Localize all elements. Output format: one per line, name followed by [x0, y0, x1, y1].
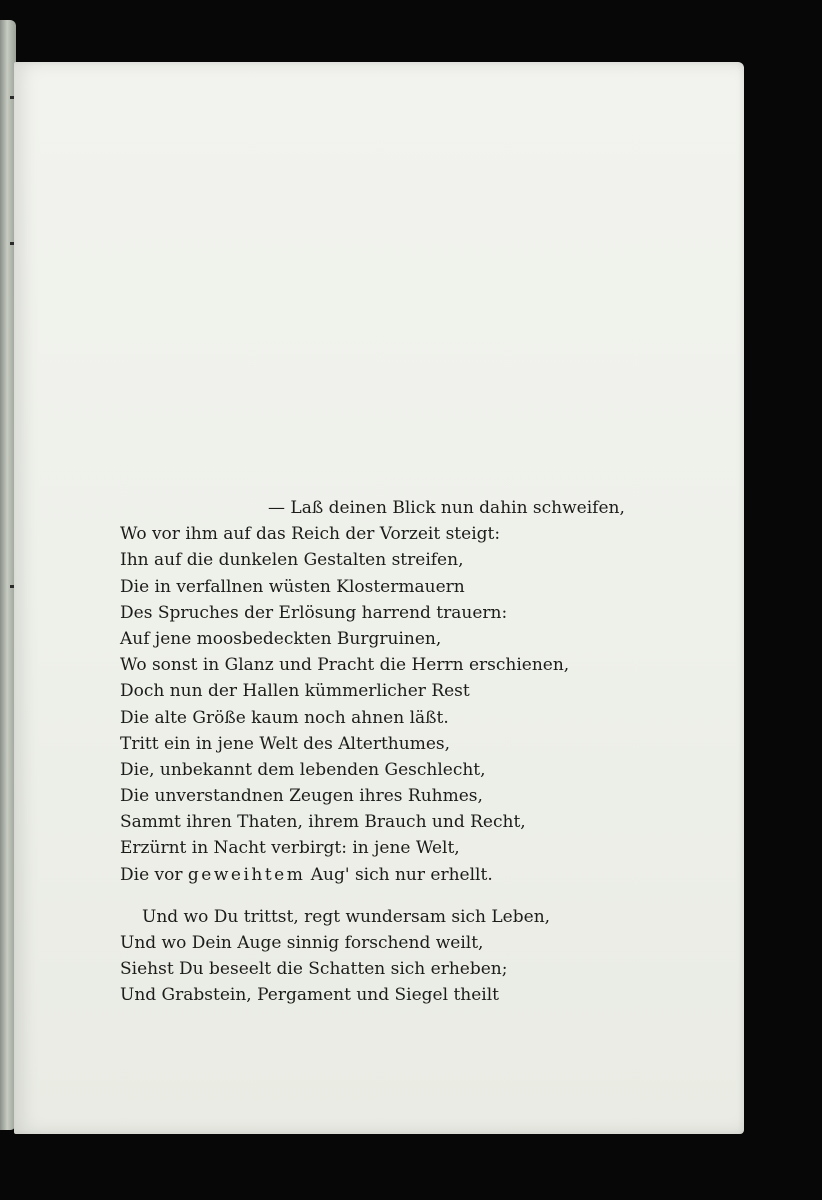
poem-line: Wo vor ihm auf das Reich der Vorzeit steigt:	[120, 524, 501, 545]
poem-line: — Laß deinen Blick nun dahin schweifen,	[268, 498, 625, 518]
poem-line: Und Grabstein, Pergament und Siegel theilt	[120, 985, 499, 1006]
emphasized-word: geweihtem	[187, 864, 306, 885]
poem-text	[120, 495, 625, 1009]
poem-line: Die unverstandnen Zeugen ihres Ruhmes,	[120, 786, 483, 807]
poem-line: Und wo Dein Auge sinnig forschend weilt,	[120, 933, 484, 953]
poem-line: Doch nun der Hallen kümmerlicher Rest	[120, 681, 470, 702]
poem-line: Die in verfallnen wüsten Klostermauern	[120, 576, 465, 597]
stanza-2	[120, 904, 625, 1009]
poem-line: Wo sonst in Glanz und Pracht die Herrn erschienen,	[120, 655, 570, 676]
poem-line: Auf jene moosbedeckten Burgruinen,	[120, 628, 442, 649]
poem-line	[120, 862, 625, 888]
poem-line: Tritt ein in jene Welt des Alterthumes,	[120, 733, 451, 754]
poem-line: Und wo Du trittst, regt wundersam sich Leben,	[142, 906, 551, 927]
poem-line: Erzürnt in Nacht verbirgt: in jene Welt,	[120, 838, 460, 859]
poem-line-part: Die vor	[120, 864, 188, 885]
poem-line: Sammt ihren Thaten, ihrem Brauch und Recht,	[120, 812, 526, 833]
poem-line: Siehst Du beseelt die Schatten sich erheben;	[120, 959, 508, 980]
poem-line: Ihn auf die dunkelen Gestalten streifen,	[120, 550, 464, 571]
poem-line-part: Aug' sich nur erhellt.	[305, 864, 493, 885]
stanza-1	[120, 495, 625, 888]
poem-line: Die alte Größe kaum noch ahnen läßt.	[120, 707, 449, 728]
poem-line: Die, unbekannt dem lebenden Geschlecht,	[120, 759, 486, 780]
poem-line: Des Spruches der Erlösung harrend trauern:	[120, 602, 508, 623]
